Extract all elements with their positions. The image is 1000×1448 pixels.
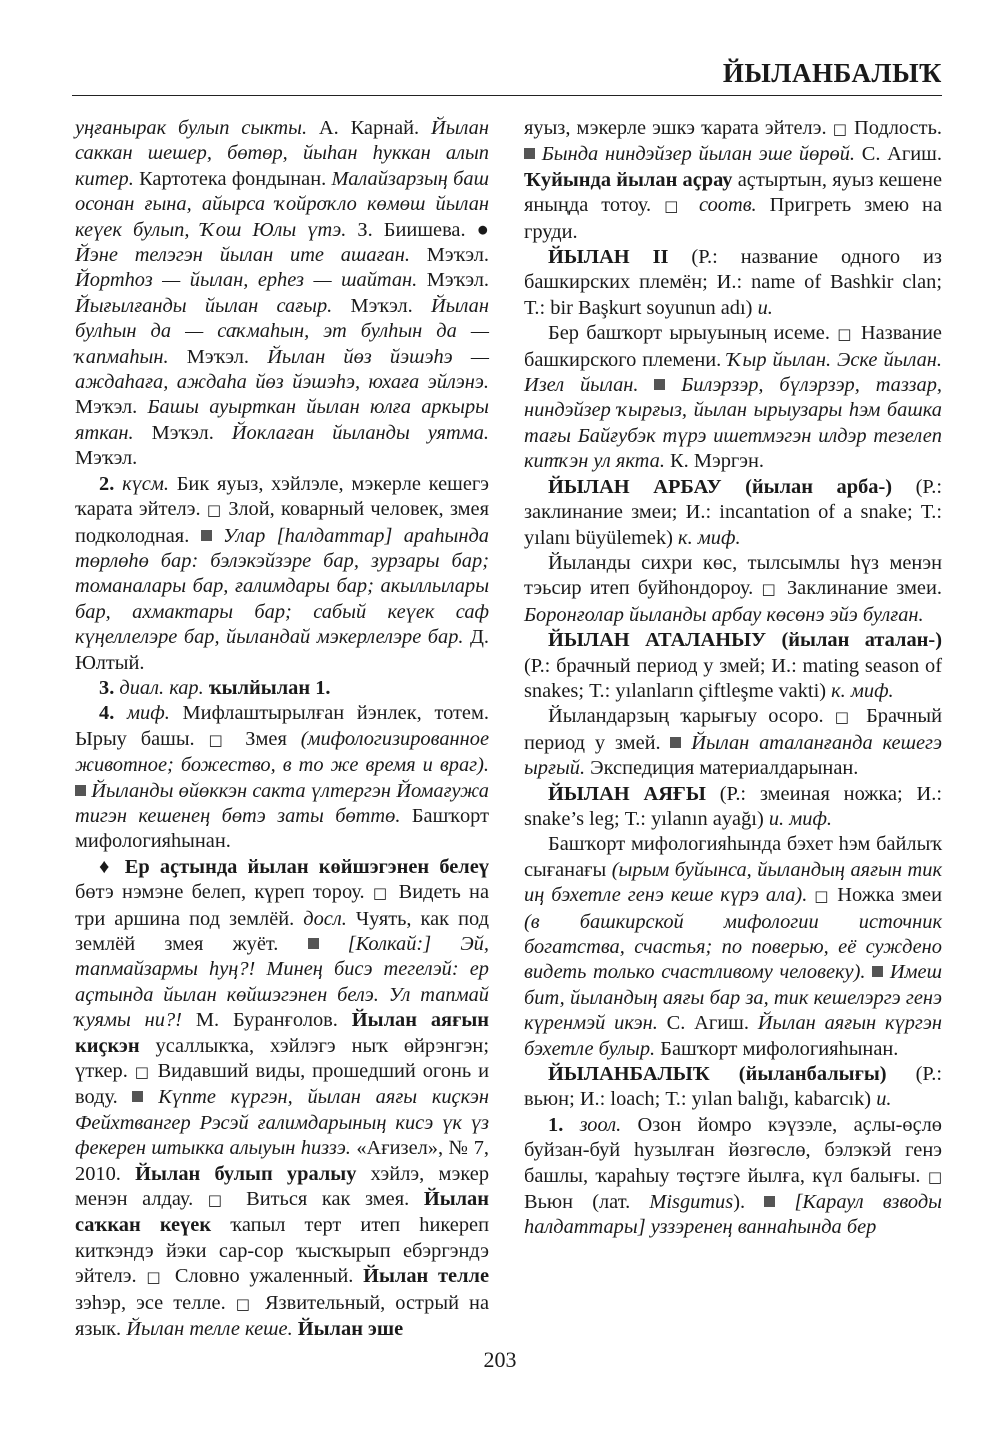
dictionary-entry: Йыландарзың ҡарығыу осоро. □ Брачный период у змей. Йылан аталанғанда кешегэ ырғый. Экспедиция материалдарынан. [524, 705, 942, 780]
dictionary-entry: Йыланды сихри көс, тылсымлы һүз менэн тэьсир итеп буйһондороу. □ Заклинание змеи. Боронғолар йыланды арбау көсөнэ эйэ булған. [524, 551, 942, 626]
dictionary-entry: Башҡорт мифологияһында бэхет һэм байлыҡ сығанағы (ырым буйынса, йыландың аяғын тик иң бэхетле генэ кеше күрэ ала). □ Ножка змеи (в башкирской мифологии источник богатства, счастья; по поверью, её суждено видеть только счастливому человеку). Имеш бит, йыландың аяғы бар за, тик кешелэргэ генэ күренмэй икэн. С. Агиш. Йылан аяғын күргэн бэхетле булыр. Башҡорт мифологияһынан. [524, 833, 942, 1060]
dictionary-entry: ЙЫЛАНБАЛЫҠ (йыланбалығы) (Р.: вьюн; И.: loach; Т.: yılan balığı, kabarcık) и. [524, 1063, 942, 1111]
dictionary-entry: ЙЫЛАН АЯҒЫ (Р.: змеиная ножка; И.: snake’s leg; Т.: yılanın ayağı) и. миф. [524, 782, 942, 830]
left-column [75, 116, 489, 1343]
dictionary-entry: ЙЫЛАН II (Р.: название одного из башкирских племён; И.: name of Bashkir clan; Т.: bir Başkurt soyunun adı) и. [524, 246, 942, 319]
dictionary-entry: 3. диал. кар. ҡылйылан 1. [99, 676, 331, 699]
dictionary-entry: уңғанырак булып сыкты. А. Карнай. Йылан саккан шешер, бөтөр, йыһан һуккан алып китер. Картотека фондынан. Малайзарзың баш осонан ғына, айырса ҡойроҡло көмөш йылан кеүек булып, Ҡош Юлы үтэ. З. Биишева. ● Йэне телэгэн йылан ите ашаған. Мэҡэл. Йортһоз — йылан, ерһез — шайтан. Мэҡэл. Йығылғанды йылан сағыр. Мэҡэл. Йылан булһын да — саҡмаһын, эт булһын да — ҡапмаһын. Мэҡэл. Йылан йөз йэшэһэ — аждаһаға, аждаһа йөз йэшэһэ, юхаға эйлэнэ. Мэҡэл. Башы ауырткан йылан юлға аркыры яткан. Мэҡэл. Йоклаған йыланды уятма. Мэҡэл. [75, 117, 490, 470]
dictionary-entry: ЙЫЛАН АТАЛАНЫУ (йылан аталан-) (Р.: брачный период у змей; И.: mating season of snakes; Т.: yılanların çiftleşme vakti) к. миф. [524, 629, 942, 702]
running-head: ЙЫЛАНБАЛЫҠ [722, 58, 942, 88]
dictionary-entry: яуыз, мэкерле эшкэ ҡарата эйтелэ. □ Подлость. Бында ниндэйзер йылан эше йөрөй. С. Агиш. Ҡуйында йылан аҫрау аҫтыртын, яуыз кешене яныңда тотоу. □ соотв. Пригреть змею на груди. [524, 117, 942, 243]
dictionary-entry: ♦ Ер аҫтында йылан көйшэгэнен белеү бөтэ нэмэне белеп, күреп тороу. □ Видеть на три аршина под землёй. досл. Чуять, как под землёй змея жуёт. [Колкай:] Эй, тапмайзармы һуң?! Минең бисэ тегелэй: ер аҫтында йылан көйшэгэнен белэ. Ул тапмай ҡуямы ни?! М. Буранғолов. Йылан аяғын киҫкэн усаллыкҡа, хэйлэгэ ныҡ өйрэнгэн; үткер. □ Видавший виды, прошедший огонь и воду. Күпте күргэн, йылан аяғы киҫкэн Фейхтвангер Рэсэй ғалимдарының кисэ үк үз фекерен штыкка алыуын һиззэ. «Ағизел», № 7, 2010. Йылан булып уралыу хэйлэ, мэкер менэн алдау. □ Виться как змея. Йылан саҡкан кеүек ҡапыл терт итеп һикереп киткэндэ йэки сар-сор ҡысҡырып ебэргэндэ эйтелэ. □ Словно ужаленный. Йылан телле зэһэр, эсе телле. □ Язвительный, острый на язык. Йылан телле кеше. Йылан эше [75, 855, 490, 1341]
page-number: 203 [483, 1347, 517, 1372]
header-rule [72, 95, 942, 96]
dictionary-entry: 1. зоол. Озон йомро кэүзэле, аҫлы-өҫлө буйзан-буй һузылған йөзгөслө, бэлэкэй генэ башлы, ҡараһыу төҫтэге йылға, күл балығы. □ Вьюн (лат. Misgumus). [Караул взводы һалдаттары] уззэренең ваннаһында бер [524, 1113, 942, 1239]
dictionary-entry: Бер башҡорт ырыуының исеме. □ Название башкирского племени. Ҡыр йылан. Эске йылан. Изел йылан. Билэрзэр, бүлэрзэр, таззар, ниндэйзер ҡырғыз, йылан ырыузары һэм башка тағы Байғубэк түрэ ишетмэгэн илдэр тезелеп китҡэн ул якта. К. Мэргэн. [524, 322, 942, 473]
dictionary-entry: 4. миф. Мифлаштырылған йэнлек, тотем. Ырыу башы. □ Змея (мифологизированное животное; божество, в то же время и враг). Йыланды өйөккэн сакта үлтергэн Йомағужа тигэн кешенең бөтэ заты бөттө. Башҡорт мифологияһынан. [75, 702, 489, 853]
right-column [524, 116, 942, 1241]
dictionary-entry: ЙЫЛАН АРБАУ (йылан арба-) (Р.: заклинание змеи; И.: incantation of a snake; Т.: yılanı büyülemek) к. миф. [524, 475, 942, 549]
dictionary-entry: 2. күсм. Бик яуыз, хэйлэле, мэкерле кешегэ ҡарата эйтелэ. □ Злой, коварный человек, змея подколодная. Улар [һалдаттар] араһында төрлөһө бар: бэлэкэйзэре бар, зурзары бар; томаналары бар, ғалимдары бар; акыллылары бар, ахмактары бар; сабый кеүек саф күңеллелэре бар, йыландай мэкерлелэре бар. Д. Юлтый. [75, 472, 489, 674]
